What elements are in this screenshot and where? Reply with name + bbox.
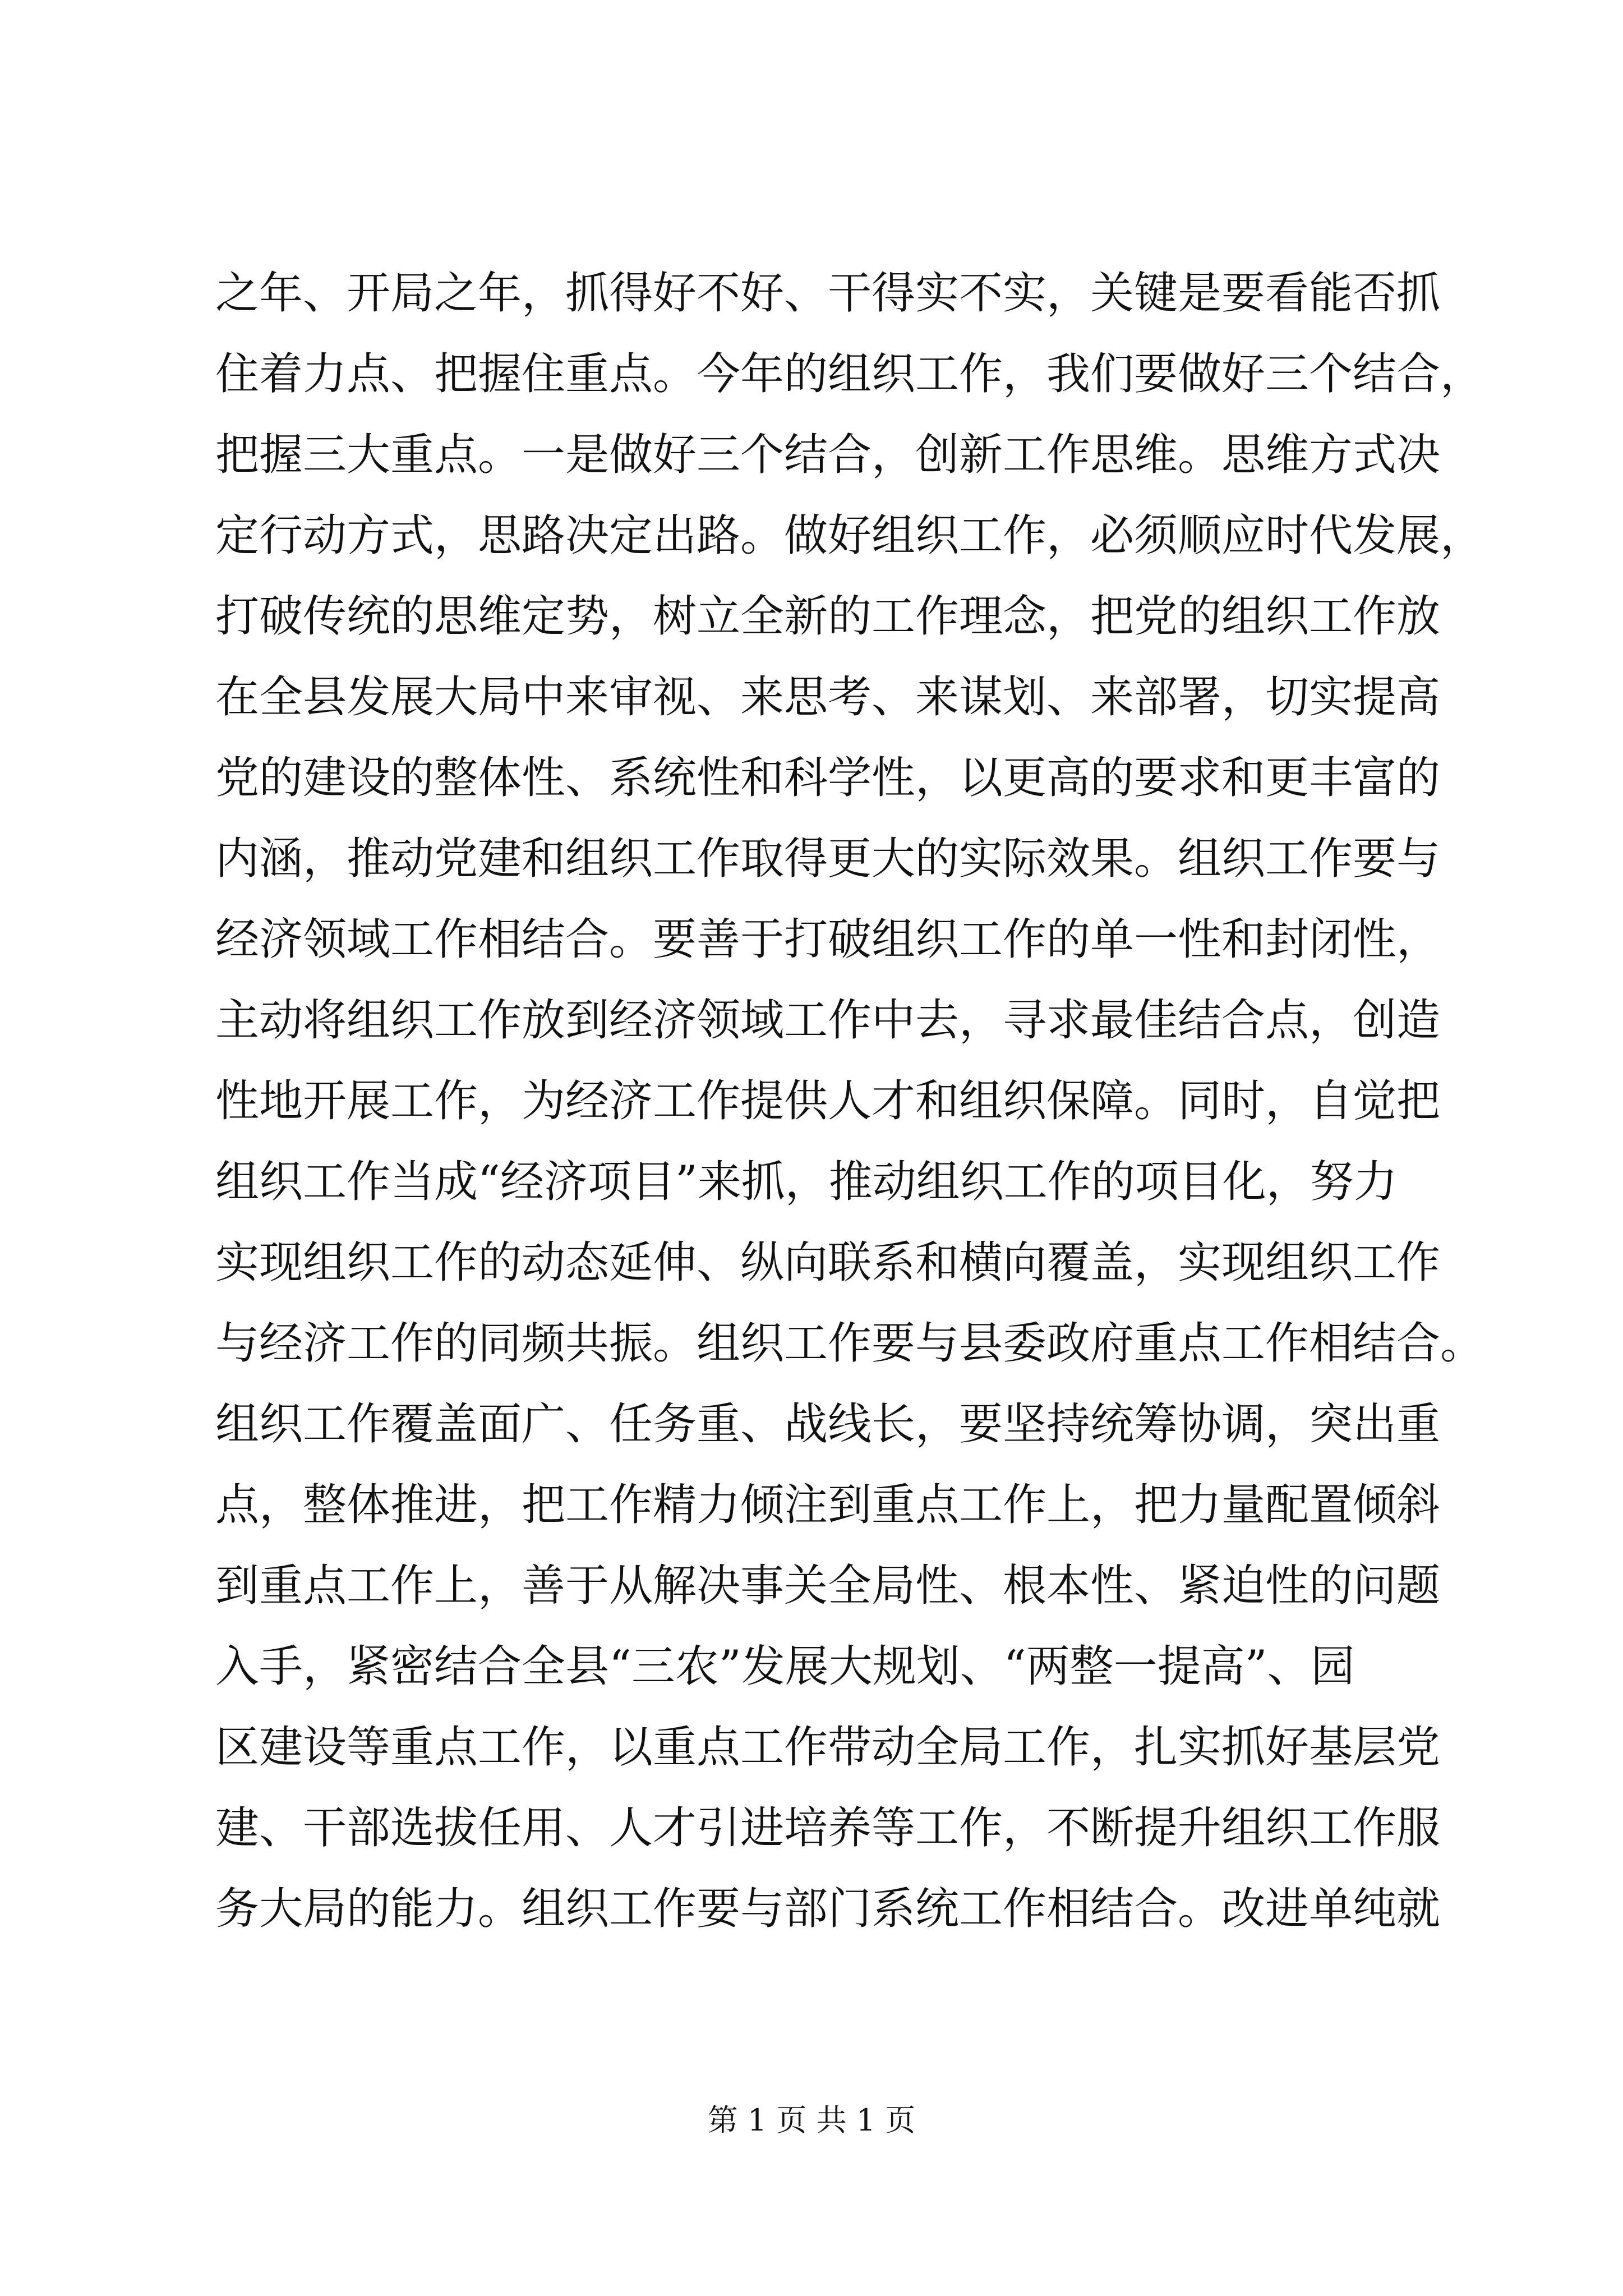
text-line: 内涵，推动党建和组织工作取得更大的实际效果。组织工作要与 — [215, 834, 1441, 884]
text-line: 建、干部选拔任用、人才引进培养等工作，不断提升组织工作服 — [215, 1803, 1441, 1853]
text-line: 实现组织工作的动态延伸、纵向联系和横向覆盖，实现组织工作 — [215, 1237, 1441, 1288]
text-line: 组织工作覆盖面广、任务重、战线长，要坚持统筹协调，突出重 — [215, 1399, 1441, 1450]
text-line: 性地开展工作，为经济工作提供人才和组织保障。同时，自觉把 — [215, 1076, 1441, 1126]
text-line: 主动将组织工作放到经济领域工作中去，寻求最佳结合点，创造 — [215, 995, 1441, 1046]
text-line: 与经济工作的同频共振。组织工作要与县委政府重点工作相结合。 — [215, 1318, 1484, 1369]
text-line: 把握三大重点。一是做好三个结合，创新工作思维。思维方式决 — [215, 430, 1441, 480]
text-line: 组织工作当成“经济项目”来抓，推动组织工作的项目化，努力 — [215, 1157, 1398, 1207]
text-line: 到重点工作上，善于从解决事关全局性、根本性、紧迫性的问题 — [215, 1561, 1441, 1611]
text-line: 点，整体推进，把工作精力倾注到重点工作上，把力量配置倾斜 — [215, 1480, 1441, 1530]
text-line: 在全县发展大局中来审视、来思考、来谋划、来部署，切实提高 — [215, 672, 1441, 723]
text-line: 住着力点、把握住重点。今年的组织工作，我们要做好三个结合， — [215, 349, 1484, 399]
text-line: 经济领域工作相结合。要善于打破组织工作的单一性和封闭性， — [215, 914, 1441, 965]
text-line: 入手，紧密结合全县“三农”发展大规划、“两整一提高”、园 — [215, 1641, 1355, 1692]
text-line: 区建设等重点工作，以重点工作带动全局工作，扎实抓好基层党 — [215, 1722, 1441, 1773]
text-line: 之年、开局之年，抓得好不好、干得实不实，关键是要看能否抓 — [215, 268, 1441, 319]
text-line: 定行动方式，思路决定出路。做好组织工作，必须顺应时代发展， — [215, 510, 1484, 561]
text-line: 务大局的能力。组织工作要与部门系统工作相结合。改进单纯就 — [215, 1884, 1441, 1934]
text-line: 党的建设的整体性、系统性和科学性，以更高的要求和更丰富的 — [215, 753, 1441, 803]
page-number-footer: 第 1 页 共 1 页 — [707, 2102, 916, 2138]
text-line: 打破传统的思维定势，树立全新的工作理念，把党的组织工作放 — [215, 591, 1441, 642]
body-text — [215, 253, 1484, 1949]
